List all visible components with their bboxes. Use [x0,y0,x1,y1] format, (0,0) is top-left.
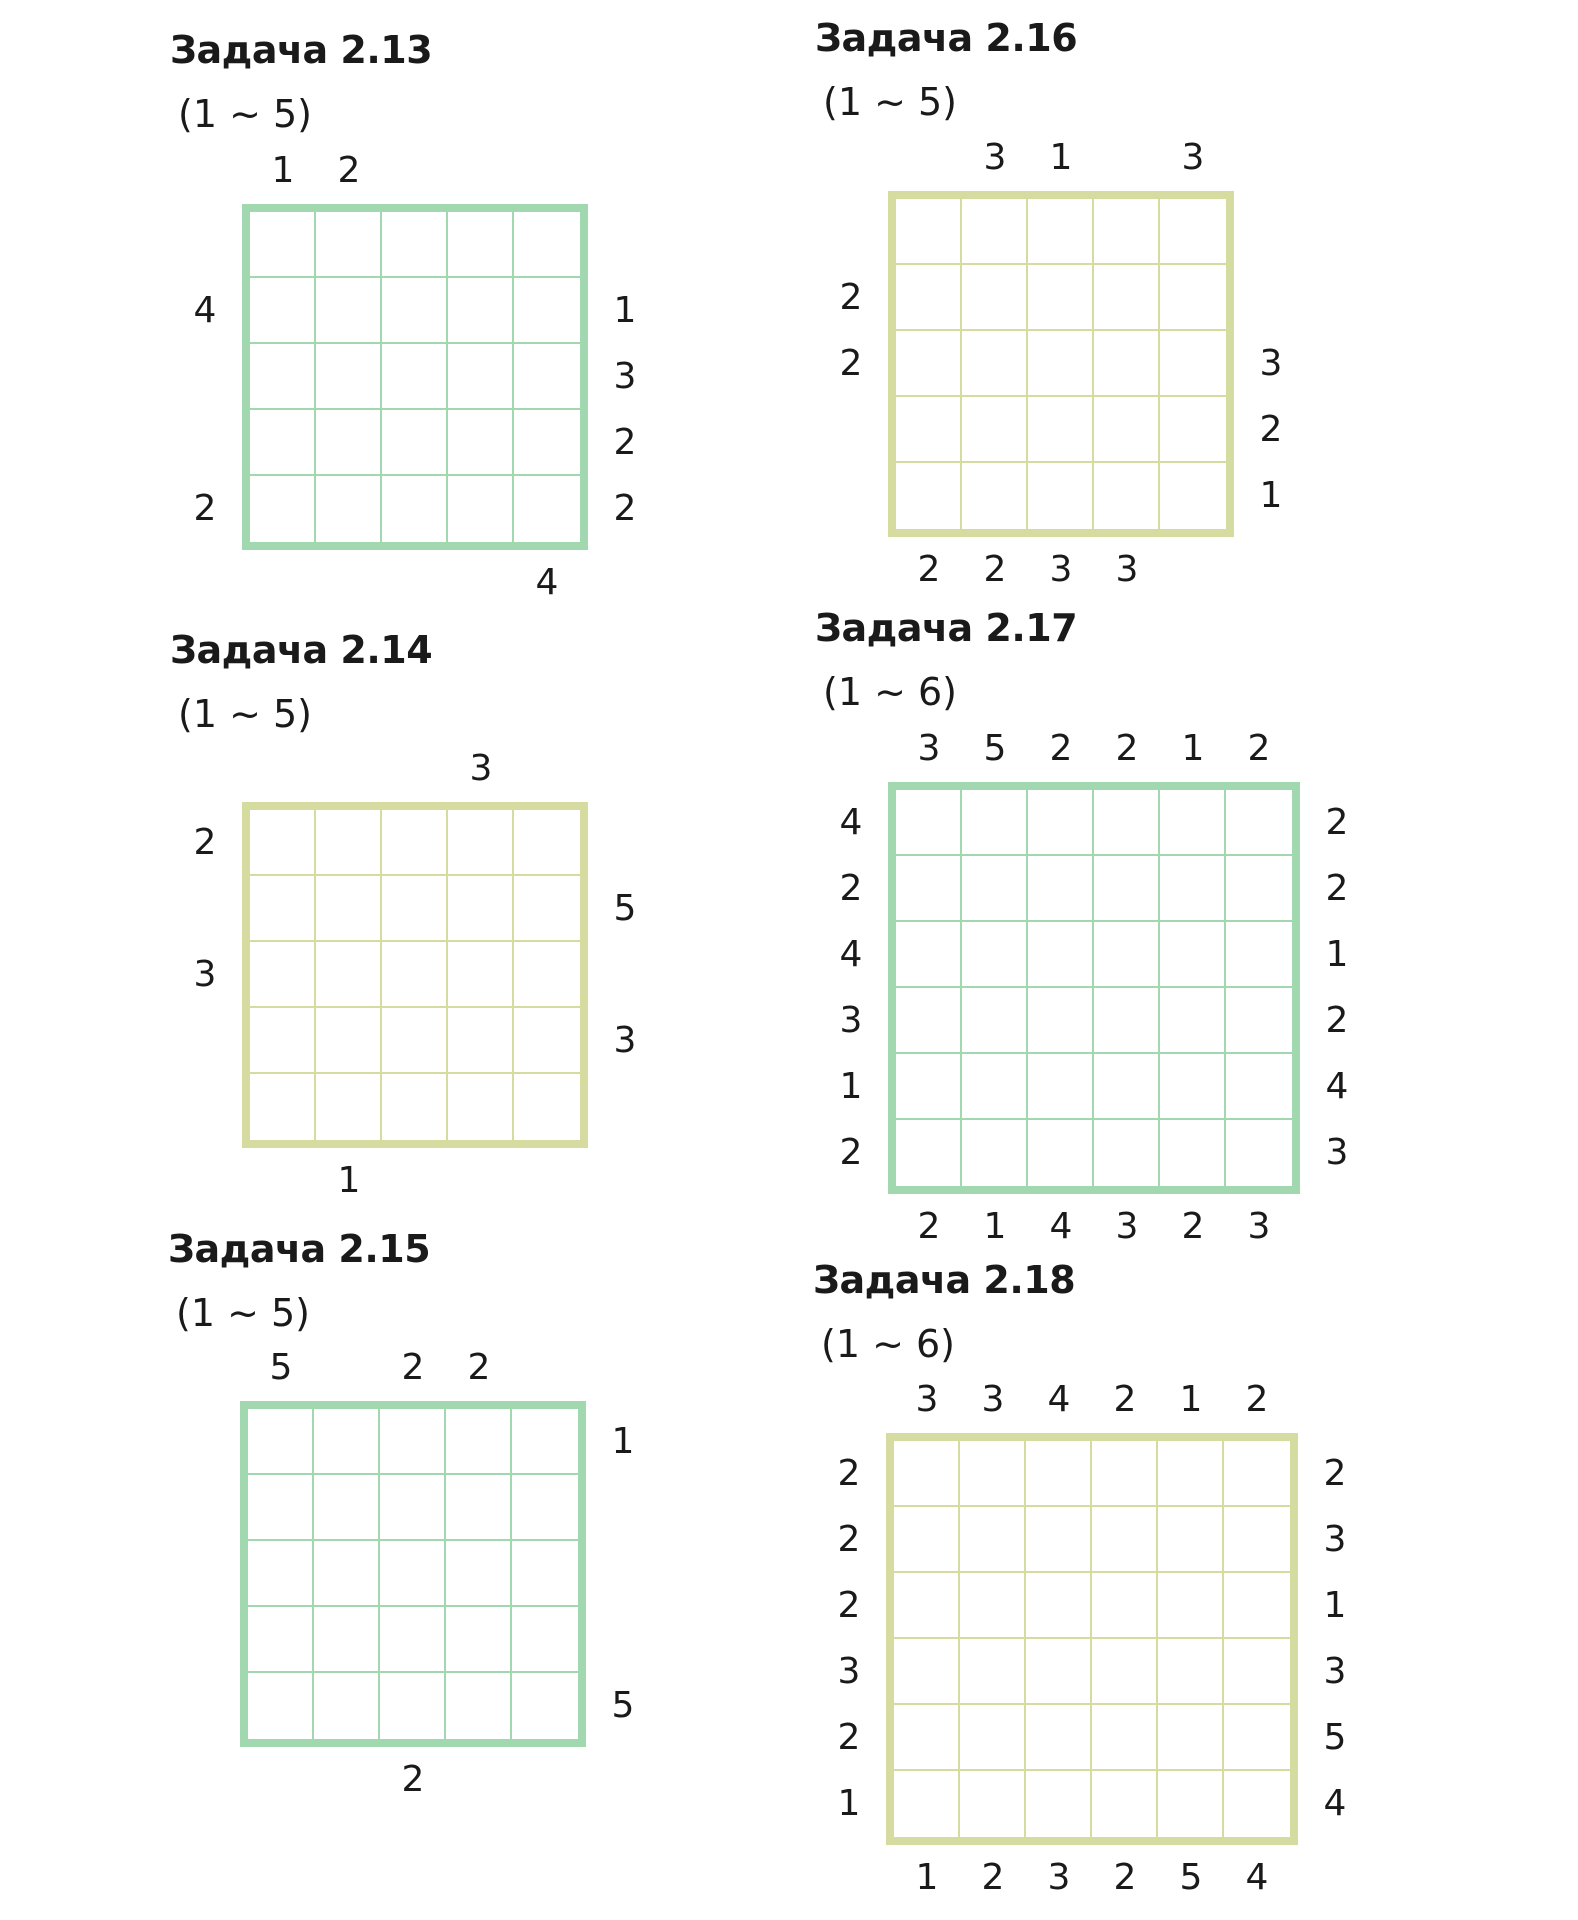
grid-cell[interactable] [514,344,580,410]
grid-cell[interactable] [896,1120,962,1186]
clue-top: 2 [467,1347,491,1388]
clue-left: 3 [837,1651,861,1692]
grid-cell[interactable] [316,476,382,542]
grid-cell[interactable] [962,1120,1028,1186]
grid-cell[interactable] [896,199,962,265]
grid-cell[interactable] [382,810,448,876]
grid-cell[interactable] [314,1409,380,1475]
grid-cell[interactable] [960,1705,1026,1771]
grid-cell[interactable] [1094,988,1160,1054]
grid-cell[interactable] [316,1008,382,1074]
grid-cell[interactable] [1028,922,1094,988]
grid-cell[interactable] [1028,856,1094,922]
grid-cell[interactable] [448,344,514,410]
grid-cell[interactable] [250,212,316,278]
clue-top: 2 [337,150,361,191]
clue-bottom: 2 [917,549,941,590]
grid-cell[interactable] [1226,856,1292,922]
clue-left: 2 [839,343,863,384]
grid-cell[interactable] [382,476,448,542]
grid-cell[interactable] [382,212,448,278]
clue-left: 2 [837,1717,861,1758]
grid-cell[interactable] [512,1409,578,1475]
grid-cell[interactable] [514,942,580,1008]
grid-cell[interactable] [1092,1573,1158,1639]
grid-cell[interactable] [894,1771,960,1837]
grid-cell[interactable] [1094,1120,1160,1186]
clue-right: 3 [1323,1519,1347,1560]
grid-cell[interactable] [448,1074,514,1140]
clue-bottom: 2 [1181,1206,1205,1247]
grid-cell[interactable] [1160,790,1226,856]
puzzle-grid [888,191,1234,537]
puzzle-grid [242,802,588,1148]
grid-cell[interactable] [1094,922,1160,988]
grid-cell[interactable] [960,1771,1026,1837]
grid-cell[interactable] [960,1639,1026,1705]
clue-right: 1 [613,290,637,331]
grid-cell[interactable] [1158,1771,1224,1837]
grid-cell[interactable] [446,1475,512,1541]
grid-cell[interactable] [1226,988,1292,1054]
clue-bottom: 2 [401,1759,425,1800]
grid-cell[interactable] [248,1409,314,1475]
puzzle-range: (1 ~ 5) [176,1291,311,1335]
grid-cell[interactable] [514,410,580,476]
grid-cell[interactable] [1094,265,1160,331]
grid-cell[interactable] [448,212,514,278]
clue-top: 3 [1181,137,1205,178]
grid-cell[interactable] [248,1673,314,1739]
grid-cell[interactable] [1026,1573,1092,1639]
grid-cell[interactable] [962,790,1028,856]
clue-left: 2 [837,1519,861,1560]
grid-cell[interactable] [250,344,316,410]
clue-left: 4 [839,802,863,843]
clue-top: 5 [269,1347,293,1388]
grid-cell[interactable] [1158,1573,1224,1639]
grid-cell[interactable] [1094,1054,1160,1120]
grid-cell[interactable] [1094,331,1160,397]
grid-cell[interactable] [1026,1507,1092,1573]
grid-cell[interactable] [250,1074,316,1140]
grid-cell[interactable] [382,410,448,476]
clue-bottom: 3 [1247,1206,1271,1247]
clue-left: 1 [839,1066,863,1107]
grid-cell[interactable] [248,1541,314,1607]
clue-left: 2 [839,277,863,318]
puzzle-range: (1 ~ 6) [821,1322,956,1366]
grid-cell[interactable] [448,876,514,942]
clue-right: 1 [1323,1585,1347,1626]
grid-cell[interactable] [1028,331,1094,397]
grid-cell[interactable] [512,1541,578,1607]
clue-left: 2 [839,868,863,909]
clue-top: 1 [1181,728,1205,769]
grid-cell[interactable] [382,1074,448,1140]
clue-bottom: 2 [917,1206,941,1247]
grid-cell[interactable] [1094,856,1160,922]
grid-cell[interactable] [962,922,1028,988]
grid-cell[interactable] [314,1541,380,1607]
clue-right: 2 [1325,1000,1349,1041]
grid-cell[interactable] [1158,1441,1224,1507]
grid-cell[interactable] [382,1008,448,1074]
grid-cell[interactable] [1092,1705,1158,1771]
grid-cell[interactable] [1092,1771,1158,1837]
grid-cell[interactable] [448,278,514,344]
grid-cell[interactable] [1028,199,1094,265]
clue-bottom: 4 [1245,1857,1269,1898]
grid-cell[interactable] [1160,856,1226,922]
grid-cell[interactable] [1224,1771,1290,1837]
clue-top: 2 [1049,728,1073,769]
grid-cell[interactable] [962,397,1028,463]
grid-cell[interactable] [896,790,962,856]
grid-cell[interactable] [514,476,580,542]
grid-cell[interactable] [896,397,962,463]
grid-cell[interactable] [1226,922,1292,988]
grid-cell[interactable] [1160,1054,1226,1120]
clue-right: 4 [1323,1783,1347,1824]
grid-cell[interactable] [1160,265,1226,331]
grid-cell[interactable] [1226,1054,1292,1120]
grid-cell[interactable] [314,1673,380,1739]
grid-cell[interactable] [1028,988,1094,1054]
grid-cell[interactable] [1224,1573,1290,1639]
clue-bottom: 1 [337,1160,361,1201]
clue-left: 2 [837,1453,861,1494]
grid-cell[interactable] [1160,199,1226,265]
grid-cell[interactable] [960,1573,1026,1639]
grid-cell[interactable] [448,410,514,476]
clue-top: 2 [1115,728,1139,769]
grid-cell[interactable] [380,1607,446,1673]
clue-left: 2 [193,488,217,529]
clue-top: 3 [983,137,1007,178]
grid-cell[interactable] [1028,463,1094,529]
clue-bottom: 3 [1049,549,1073,590]
grid-cell[interactable] [448,476,514,542]
clue-right: 2 [613,422,637,463]
clue-left: 2 [839,1132,863,1173]
grid-cell[interactable] [382,942,448,1008]
grid-cell[interactable] [894,1507,960,1573]
grid-cell[interactable] [380,1673,446,1739]
grid-cell[interactable] [316,942,382,1008]
grid-cell[interactable] [1094,790,1160,856]
clue-right: 2 [613,488,637,529]
grid-cell[interactable] [448,1008,514,1074]
clue-top: 1 [271,150,295,191]
grid-cell[interactable] [380,1409,446,1475]
puzzle-title: Задача 2.16 [815,16,1078,60]
clue-right: 4 [1325,1066,1349,1107]
grid-cell[interactable] [382,344,448,410]
grid-cell[interactable] [1224,1441,1290,1507]
clue-right: 1 [1325,934,1349,975]
puzzle-title: Задача 2.17 [815,606,1078,650]
grid-cell[interactable] [1224,1507,1290,1573]
grid-cell[interactable] [1028,1054,1094,1120]
grid-cell[interactable] [1026,1771,1092,1837]
grid-cell[interactable] [316,810,382,876]
clue-right: 3 [613,356,637,397]
grid-cell[interactable] [314,1607,380,1673]
clue-bottom: 5 [1179,1857,1203,1898]
clue-top: 1 [1179,1379,1203,1420]
grid-cell[interactable] [512,1607,578,1673]
grid-cell[interactable] [1028,265,1094,331]
clue-top: 5 [983,728,1007,769]
grid-cell[interactable] [1094,463,1160,529]
grid-cell[interactable] [250,810,316,876]
clue-top: 2 [1113,1379,1137,1420]
grid-cell[interactable] [1158,1507,1224,1573]
clue-top: 2 [1245,1379,1269,1420]
clue-bottom: 1 [915,1857,939,1898]
clue-top: 3 [981,1379,1005,1420]
grid-cell[interactable] [314,1475,380,1541]
puzzle-title: Задача 2.14 [170,628,433,672]
puzzle-range: (1 ~ 5) [823,80,958,124]
grid-cell[interactable] [512,1475,578,1541]
clue-bottom: 2 [1113,1857,1137,1898]
grid-cell[interactable] [446,1673,512,1739]
grid-cell[interactable] [250,942,316,1008]
grid-cell[interactable] [250,876,316,942]
clue-top: 1 [1049,137,1073,178]
clue-top: 2 [1247,728,1271,769]
clue-right: 2 [1325,868,1349,909]
grid-cell[interactable] [894,1705,960,1771]
grid-cell[interactable] [1160,331,1226,397]
grid-cell[interactable] [962,199,1028,265]
clue-bottom: 3 [1115,549,1139,590]
grid-cell[interactable] [1092,1507,1158,1573]
grid-cell[interactable] [250,278,316,344]
clue-left: 4 [193,290,217,331]
grid-cell[interactable] [514,1074,580,1140]
grid-cell[interactable] [382,876,448,942]
grid-cell[interactable] [1092,1639,1158,1705]
clue-top: 4 [1047,1379,1071,1420]
grid-cell[interactable] [1160,397,1226,463]
grid-cell[interactable] [1160,922,1226,988]
puzzle-grid [242,204,588,550]
grid-cell[interactable] [514,1008,580,1074]
grid-cell[interactable] [1226,790,1292,856]
grid-cell[interactable] [446,1409,512,1475]
clue-right: 3 [1259,343,1283,384]
grid-cell[interactable] [1094,199,1160,265]
clue-bottom: 3 [1115,1206,1139,1247]
clue-top: 3 [917,728,941,769]
clue-left: 4 [839,934,863,975]
clue-left: 2 [837,1585,861,1626]
grid-cell[interactable] [1224,1639,1290,1705]
clue-right: 3 [1323,1651,1347,1692]
grid-cell[interactable] [896,1054,962,1120]
grid-cell[interactable] [316,1074,382,1140]
grid-cell[interactable] [514,810,580,876]
grid-cell[interactable] [960,1507,1026,1573]
puzzle-grid [240,1401,586,1747]
grid-cell[interactable] [512,1673,578,1739]
puzzle-title: Задача 2.18 [813,1258,1076,1302]
clue-bottom: 2 [983,549,1007,590]
grid-cell[interactable] [248,1607,314,1673]
clue-right: 2 [1323,1453,1347,1494]
grid-cell[interactable] [962,1054,1028,1120]
puzzle-title: Задача 2.13 [170,28,433,72]
puzzle-grid [888,782,1300,1194]
grid-cell[interactable] [448,810,514,876]
grid-cell[interactable] [250,1008,316,1074]
clue-right: 1 [1259,475,1283,516]
clue-right: 5 [1323,1717,1347,1758]
grid-cell[interactable] [1026,1441,1092,1507]
grid-cell[interactable] [316,410,382,476]
grid-cell[interactable] [894,1639,960,1705]
grid-cell[interactable] [1226,1120,1292,1186]
clue-right: 3 [613,1020,637,1061]
grid-cell[interactable] [250,476,316,542]
grid-cell[interactable] [894,1573,960,1639]
grid-cell[interactable] [316,344,382,410]
clue-right: 3 [1325,1132,1349,1173]
grid-cell[interactable] [1224,1705,1290,1771]
clue-bottom: 3 [1047,1857,1071,1898]
grid-cell[interactable] [896,265,962,331]
grid-cell[interactable] [960,1441,1026,1507]
clue-right: 2 [1325,802,1349,843]
grid-cell[interactable] [1160,463,1226,529]
clue-right: 1 [611,1421,635,1462]
grid-cell[interactable] [514,212,580,278]
grid-cell[interactable] [316,212,382,278]
puzzle-title: Задача 2.15 [168,1227,431,1271]
grid-cell[interactable] [1092,1441,1158,1507]
grid-cell[interactable] [1028,790,1094,856]
grid-cell[interactable] [962,331,1028,397]
grid-cell[interactable] [1160,1120,1226,1186]
grid-cell[interactable] [896,463,962,529]
grid-cell[interactable] [1158,1639,1224,1705]
clue-right: 5 [611,1685,635,1726]
clue-right: 5 [613,888,637,929]
grid-cell[interactable] [382,278,448,344]
puzzle-range: (1 ~ 6) [823,670,958,714]
clue-bottom: 4 [535,562,559,603]
grid-cell[interactable] [962,265,1028,331]
grid-cell[interactable] [1158,1705,1224,1771]
puzzle-range: (1 ~ 5) [178,692,313,736]
grid-cell[interactable] [446,1607,512,1673]
grid-cell[interactable] [514,278,580,344]
grid-cell[interactable] [446,1541,512,1607]
clue-left: 3 [839,1000,863,1041]
grid-cell[interactable] [962,856,1028,922]
puzzle-range: (1 ~ 5) [178,92,313,136]
grid-cell[interactable] [1160,988,1226,1054]
grid-cell[interactable] [896,922,962,988]
clue-bottom: 4 [1049,1206,1073,1247]
grid-cell[interactable] [894,1441,960,1507]
clue-bottom: 2 [981,1857,1005,1898]
puzzle-grid [886,1433,1298,1845]
grid-cell[interactable] [896,331,962,397]
grid-cell[interactable] [962,463,1028,529]
grid-cell[interactable] [380,1475,446,1541]
grid-cell[interactable] [514,876,580,942]
grid-cell[interactable] [1026,1639,1092,1705]
grid-cell[interactable] [316,876,382,942]
clue-top: 3 [469,748,493,789]
grid-cell[interactable] [896,856,962,922]
grid-cell[interactable] [1094,397,1160,463]
clue-left: 2 [193,822,217,863]
grid-cell[interactable] [1028,397,1094,463]
grid-cell[interactable] [248,1475,314,1541]
grid-cell[interactable] [380,1541,446,1607]
grid-cell[interactable] [896,988,962,1054]
grid-cell[interactable] [1026,1705,1092,1771]
grid-cell[interactable] [1028,1120,1094,1186]
clue-top: 3 [915,1379,939,1420]
grid-cell[interactable] [448,942,514,1008]
clue-right: 2 [1259,409,1283,450]
clue-left: 1 [837,1783,861,1824]
clue-top: 2 [401,1347,425,1388]
clue-bottom: 1 [983,1206,1007,1247]
grid-cell[interactable] [962,988,1028,1054]
grid-cell[interactable] [316,278,382,344]
grid-cell[interactable] [250,410,316,476]
clue-left: 3 [193,954,217,995]
